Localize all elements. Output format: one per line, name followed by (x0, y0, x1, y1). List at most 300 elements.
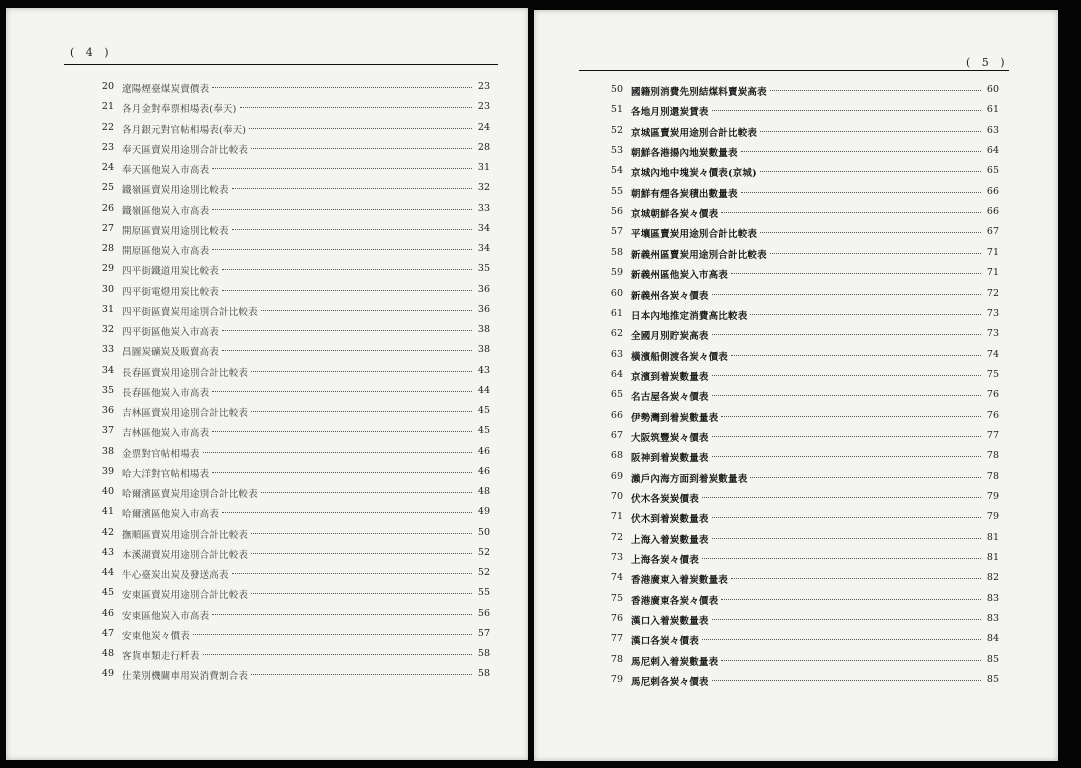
entry-title: 安東他炭々價表 (122, 630, 190, 642)
leader-dots (712, 619, 981, 620)
left-page (6, 8, 528, 760)
leader-dots (712, 334, 981, 335)
toc-entry (90, 648, 490, 662)
entry-page: 76 (986, 409, 999, 421)
entry-title: 遼陽煙臺煤炭賣價表 (122, 84, 210, 95)
toc-entry (599, 511, 999, 525)
toc-entry (599, 674, 999, 688)
header-rule (64, 64, 498, 65)
entry-number: 35 (101, 384, 114, 396)
toc-entry (90, 567, 490, 581)
header-rule (579, 70, 1009, 71)
entry-title: 新義州區賣炭用途別合計比較表 (631, 249, 767, 261)
entry-number: 60 (610, 287, 623, 299)
leader-dots (212, 168, 472, 169)
leader-dots (222, 269, 472, 270)
leader-dots (712, 110, 981, 111)
leader-dots (212, 614, 472, 615)
entry-page: 49 (477, 506, 490, 518)
entry-title: 馬尼剌入着炭數量表 (631, 656, 719, 668)
leader-dots (721, 599, 981, 600)
toc-entry (90, 547, 490, 561)
entry-title: 橫濱船側渡各炭々價表 (631, 351, 729, 363)
entry-number: 38 (101, 445, 114, 457)
entry-page: 66 (986, 185, 999, 197)
entry-title: 各月銀元對官帖相場表(奉天) (122, 124, 247, 136)
toc-entry (599, 593, 999, 607)
leader-dots (251, 553, 472, 554)
entry-page: 73 (986, 307, 999, 319)
entry-title: 長春區他炭入市高表 (122, 387, 210, 399)
entry-title: 安東區他炭入市高表 (122, 610, 210, 622)
toc-entry (599, 247, 999, 261)
toc-entry (599, 267, 999, 281)
entry-title: 馬尼剌各炭々價表 (631, 677, 709, 689)
entry-page: 52 (477, 546, 490, 558)
entry-title: 京濱到着炭數量表 (631, 371, 709, 383)
leader-dots (741, 192, 981, 193)
toc-entry (90, 486, 490, 500)
entry-page: 38 (477, 344, 490, 356)
entry-page: 65 (986, 165, 999, 177)
toc-entry (599, 633, 999, 647)
leader-dots (193, 634, 472, 635)
leader-dots (731, 355, 981, 356)
entry-number: 69 (610, 470, 623, 482)
entry-page: 46 (477, 465, 490, 477)
entry-page: 81 (986, 552, 999, 564)
entry-page: 58 (477, 668, 490, 680)
entry-title: 各地月別還炭賃表 (631, 107, 709, 119)
toc-entry (90, 405, 490, 419)
entry-title: 漢口入着炭數量表 (631, 616, 709, 628)
toc-entry (599, 125, 999, 139)
entry-title: 吉林區賣炭用途別合計比較表 (122, 408, 249, 419)
entry-number: 76 (610, 613, 623, 625)
entry-page: 38 (477, 324, 490, 335)
entry-title: 朝鮮有煙各炭積出數量表 (631, 188, 738, 200)
leader-dots (750, 314, 981, 315)
entry-title: 日本內地推定消費高比較表 (631, 310, 748, 322)
leader-dots (212, 209, 472, 210)
leader-dots (712, 517, 981, 518)
entry-number: 64 (610, 368, 623, 380)
entry-number: 62 (610, 328, 623, 340)
toc-entry (599, 450, 999, 464)
toc-entry (90, 466, 490, 480)
entry-number: 26 (101, 202, 114, 214)
entry-page: 60 (986, 84, 999, 95)
entry-title: 京城區賣炭用途別合計比較表 (631, 127, 758, 139)
entry-number: 53 (610, 145, 623, 157)
entry-title: 阪神到着炭數量表 (631, 453, 709, 465)
entry-number: 29 (101, 263, 114, 275)
leader-dots (203, 654, 472, 655)
leader-dots (251, 674, 472, 675)
toc-entry (599, 288, 999, 302)
leader-dots (240, 107, 472, 108)
leader-dots (712, 436, 981, 437)
entry-page: 31 (477, 162, 490, 173)
leader-dots (702, 497, 981, 498)
entry-number: 45 (101, 587, 114, 599)
entry-number: 21 (101, 101, 114, 113)
leader-dots (212, 391, 472, 392)
entry-page: 71 (986, 246, 999, 258)
entry-page: 84 (986, 633, 999, 645)
entry-number: 41 (101, 506, 114, 518)
entry-number: 46 (101, 607, 114, 619)
entry-number: 30 (101, 283, 114, 295)
entry-page: 64 (986, 145, 999, 157)
leader-dots (712, 294, 981, 295)
entry-page: 78 (986, 470, 999, 482)
leader-dots (212, 87, 472, 88)
entry-number: 52 (610, 124, 623, 136)
entry-page: 57 (477, 627, 490, 639)
toc-entry (90, 425, 490, 439)
entry-number: 48 (101, 648, 114, 659)
entry-page: 44 (477, 384, 490, 396)
leader-dots (750, 477, 981, 478)
toc-entry (90, 668, 490, 682)
entry-number: 71 (610, 511, 623, 523)
entry-page: 28 (477, 141, 490, 153)
leader-dots (712, 395, 981, 396)
toc-entry (599, 430, 999, 444)
entry-page: 76 (986, 389, 999, 401)
entry-number: 37 (101, 425, 114, 437)
entry-title: 各月金對奉票相場表(奉天) (122, 104, 237, 116)
entry-title: 京城朝鮮各炭々價表 (631, 209, 719, 221)
toc-entry (90, 122, 490, 136)
entry-number: 36 (101, 405, 114, 416)
entry-number: 65 (610, 389, 623, 401)
toc-entry (90, 101, 490, 115)
leader-dots (222, 512, 472, 513)
entry-page: 83 (986, 613, 999, 625)
toc-entry (599, 104, 999, 118)
leader-dots (222, 330, 472, 331)
toc-entry (599, 226, 999, 240)
entry-page: 85 (986, 674, 999, 686)
toc-entry (90, 263, 490, 277)
entry-title: 長春區賣炭用途別合計比較表 (122, 367, 249, 379)
entry-title: 四平街鐵道用炭比較表 (122, 266, 220, 278)
entry-number: 58 (610, 246, 623, 258)
entry-number: 23 (101, 141, 114, 153)
entry-page: 24 (477, 121, 490, 133)
right-page (534, 10, 1058, 761)
entry-title: 新義州各炭々價表 (631, 290, 709, 302)
toc-entry (90, 385, 490, 399)
leader-dots (731, 578, 981, 579)
entry-number: 79 (610, 674, 623, 686)
entry-page: 36 (477, 303, 490, 315)
leader-dots (203, 452, 472, 453)
entry-title: 漢口各炭々價表 (631, 636, 699, 648)
leader-dots (232, 573, 472, 574)
entry-number: 44 (101, 567, 114, 578)
entry-title: 大阪筑豐炭々價表 (631, 432, 709, 444)
entry-title: 開原區賣炭用途別比較表 (122, 225, 229, 237)
toc-entry (90, 527, 490, 541)
entry-title: 平壤區賣炭用途別合計比較表 (631, 229, 758, 241)
leader-dots (760, 131, 981, 132)
entry-title: 名古屋各炭々價表 (631, 392, 709, 404)
entry-number: 59 (610, 267, 623, 279)
toc-entry (90, 628, 490, 642)
entry-title: 鐵嶺區他炭入市高表 (122, 205, 210, 217)
leader-dots (702, 639, 981, 640)
entry-title: 奉天區他炭入市高表 (122, 165, 210, 176)
entry-page: 48 (477, 486, 490, 497)
toc-entry (599, 654, 999, 668)
entry-title: 安東區賣炭用途別合計比較表 (122, 590, 249, 602)
entry-title: 哈爾濱區賣炭用途別合計比較表 (122, 489, 258, 500)
entry-number: 51 (610, 104, 623, 116)
entry-number: 72 (610, 531, 623, 543)
toc-entry (90, 223, 490, 237)
entry-title: 京城內地中塊炭々價表(京城) (631, 168, 757, 180)
entry-page: 32 (477, 182, 490, 194)
entry-page: 85 (986, 653, 999, 665)
entry-number: 55 (610, 185, 623, 197)
entry-page: 33 (477, 202, 490, 214)
leader-dots (741, 151, 981, 152)
entry-title: 本溪湖賣炭用途別合計比較表 (122, 549, 249, 561)
toc-entry (90, 203, 490, 217)
leader-dots (251, 371, 472, 372)
toc-entry (90, 284, 490, 298)
toc-entry (599, 186, 999, 200)
toc-entry (599, 328, 999, 342)
entry-title: 鐵嶺區賣炭用途別比較表 (122, 185, 229, 197)
entry-number: 22 (101, 121, 114, 133)
entry-title: 哈爾濱區他炭入市高表 (122, 509, 220, 521)
entry-number: 61 (610, 307, 623, 319)
toc-entry (599, 369, 999, 383)
entry-number: 34 (101, 364, 114, 376)
toc-entry (90, 506, 490, 520)
entry-page: 78 (986, 450, 999, 462)
toc-entry (599, 145, 999, 159)
entry-page: 34 (477, 222, 490, 234)
leader-dots (212, 249, 472, 250)
entry-number: 63 (610, 348, 623, 360)
leader-dots (760, 232, 981, 233)
leader-dots (712, 538, 981, 539)
entry-page: 79 (986, 491, 999, 502)
entry-number: 32 (101, 324, 114, 335)
leader-dots (232, 188, 472, 189)
entry-number: 70 (610, 491, 623, 502)
entry-title: 上海各炭々價表 (631, 555, 699, 567)
leader-dots (212, 472, 472, 473)
entry-title: 伊勢灣到着炭數量表 (631, 412, 719, 424)
entry-title: 奉天區賣炭用途別合計比較表 (122, 144, 249, 156)
leader-dots (712, 680, 981, 681)
entry-page: 73 (986, 328, 999, 340)
entry-title: 仕業別機關車用炭消費割合表 (122, 671, 249, 683)
entry-number: 25 (101, 182, 114, 194)
toc-entry (90, 587, 490, 601)
entry-number: 33 (101, 344, 114, 356)
entry-page: 36 (477, 283, 490, 295)
toc-entry (599, 471, 999, 485)
toc-entry (90, 243, 490, 257)
entry-number: 54 (610, 165, 623, 177)
toc-entry (599, 613, 999, 627)
entry-number: 27 (101, 222, 114, 234)
entry-number: 40 (101, 486, 114, 497)
entry-number: 47 (101, 627, 114, 639)
entry-number: 75 (610, 592, 623, 604)
toc-entry (90, 304, 490, 318)
leader-dots (251, 593, 472, 594)
entry-number: 67 (610, 429, 623, 441)
entry-page: 43 (477, 364, 490, 376)
entry-title: 昌圖炭礦炭及販賣高表 (122, 347, 220, 359)
leader-dots (721, 212, 981, 213)
entry-number: 39 (101, 465, 114, 477)
entry-title: 牛心臺炭出炭及發送高表 (122, 570, 229, 581)
entry-title: 新義州區他炭入市高表 (631, 270, 729, 282)
toc-entry (90, 162, 490, 176)
leader-dots (731, 273, 981, 274)
leader-dots (232, 229, 472, 230)
entry-page: 61 (986, 104, 999, 116)
toc-entry (599, 349, 999, 363)
entry-number: 24 (101, 162, 114, 173)
entry-page: 35 (477, 263, 490, 275)
entry-number: 74 (610, 572, 623, 584)
entry-number: 78 (610, 653, 623, 665)
entry-page: 83 (986, 592, 999, 604)
entry-title: 朝鮮各港揚內地炭數量表 (631, 148, 738, 160)
toc-entry (599, 410, 999, 424)
entry-page: 52 (477, 567, 490, 578)
leader-dots (249, 128, 472, 129)
entry-page: 58 (477, 648, 490, 659)
entry-title: 伏木各炭炭價表 (631, 494, 699, 505)
leader-dots (770, 90, 981, 91)
toc-entry (90, 365, 490, 379)
leader-dots (222, 290, 472, 291)
page-number: ( 4 ) (70, 46, 113, 59)
entry-page: 72 (986, 287, 999, 299)
entry-page: 79 (986, 511, 999, 523)
toc-entry (599, 552, 999, 566)
toc-entry (599, 572, 999, 586)
entry-page: 55 (477, 587, 490, 599)
leader-dots (702, 558, 981, 559)
leader-dots (251, 148, 472, 149)
entry-page: 56 (477, 607, 490, 619)
toc-entry (90, 81, 490, 95)
entry-page: 77 (986, 429, 999, 441)
entry-page: 45 (477, 425, 490, 437)
entry-page: 82 (986, 572, 999, 584)
entry-number: 77 (610, 633, 623, 645)
entry-title: 四平街區他炭入市高表 (122, 327, 220, 338)
toc-entry (599, 165, 999, 179)
toc-entry (90, 324, 490, 338)
entry-page: 74 (986, 348, 999, 360)
leader-dots (251, 411, 472, 412)
entry-number: 20 (101, 81, 114, 92)
entry-number: 66 (610, 409, 623, 421)
toc-entry (599, 308, 999, 322)
entry-page: 50 (477, 526, 490, 538)
entry-page: 34 (477, 243, 490, 254)
entry-title: 開原區他炭入市高表 (122, 246, 210, 257)
leader-dots (770, 253, 981, 254)
entry-page: 46 (477, 445, 490, 457)
entry-number: 50 (610, 84, 623, 95)
entry-number: 28 (101, 243, 114, 254)
entry-page: 23 (477, 81, 490, 92)
page-number: ( 5 ) (966, 56, 1009, 69)
entry-title: 撫順區賣炭用途別合計比較表 (122, 529, 249, 541)
entry-page: 66 (986, 206, 999, 218)
entry-page: 23 (477, 101, 490, 113)
toc-entry (599, 84, 999, 98)
entry-title: 香港廣東入着炭數量表 (631, 575, 729, 587)
leader-dots (261, 492, 472, 493)
toc-entry (90, 344, 490, 358)
toc-entry (90, 182, 490, 196)
leader-dots (251, 533, 472, 534)
entry-title: 國籍別消費先別結煤料賣炭高表 (631, 87, 767, 98)
entry-title: 金票對官帖相場表 (122, 448, 200, 460)
entry-title: 瀨戶內海方面到着炭數量表 (631, 473, 748, 485)
entry-page: 75 (986, 368, 999, 380)
entry-page: 81 (986, 531, 999, 543)
entry-title: 客貨車類走行粁表 (122, 651, 200, 662)
entry-title: 香港廣東各炭々價表 (631, 595, 719, 607)
leader-dots (712, 375, 981, 376)
entry-title: 四平街區賣炭用途別合計比較表 (122, 306, 258, 318)
entry-title: 哈大洋對官帖相場表 (122, 468, 210, 480)
entry-page: 63 (986, 124, 999, 136)
entry-title: 全國月別貯炭高表 (631, 331, 709, 343)
leader-dots (222, 350, 472, 351)
leader-dots (212, 431, 472, 432)
entry-number: 68 (610, 450, 623, 462)
leader-dots (760, 171, 981, 172)
entry-title: 伏木到着炭數量表 (631, 514, 709, 526)
leader-dots (721, 660, 981, 661)
toc-entry (599, 532, 999, 546)
entry-number: 31 (101, 303, 114, 315)
entry-title: 四平街電燈用炭比較表 (122, 286, 220, 298)
entry-number: 73 (610, 552, 623, 564)
entry-number: 57 (610, 226, 623, 238)
entry-title: 吉林區他炭入市高表 (122, 428, 210, 440)
toc-entry (599, 389, 999, 403)
entry-page: 71 (986, 267, 999, 279)
toc-entry (599, 491, 999, 505)
toc-entry (90, 446, 490, 460)
toc-entry (599, 206, 999, 220)
entry-title: 上海入着炭數量表 (631, 534, 709, 546)
toc-entry (90, 142, 490, 156)
leader-dots (712, 456, 981, 457)
entry-page: 67 (986, 226, 999, 238)
toc-entry (90, 608, 490, 622)
leader-dots (721, 416, 981, 417)
